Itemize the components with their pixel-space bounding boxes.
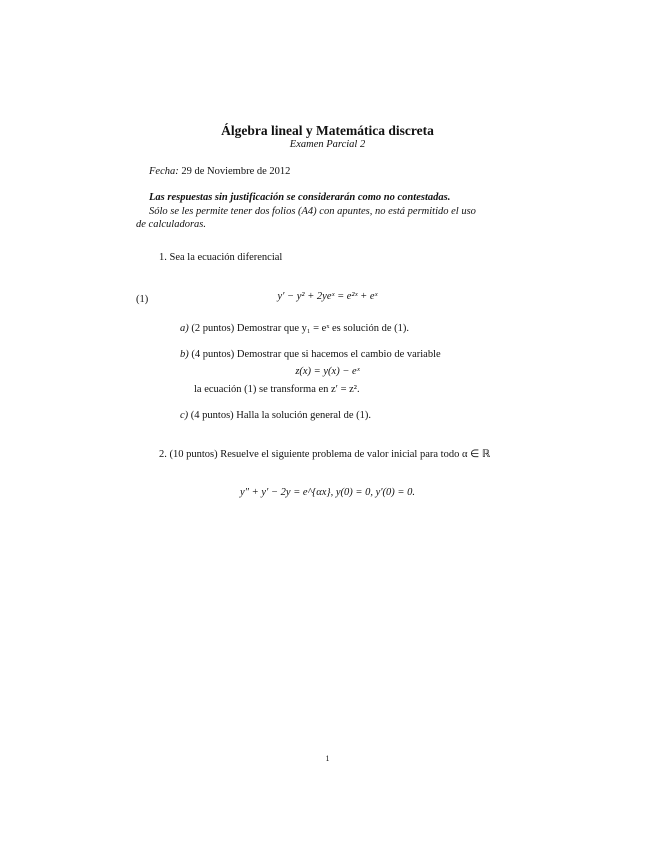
part-c-text: (4 puntos) Halla la solución general de (1). — [188, 410, 371, 421]
problem-1-part-b — [180, 349, 441, 360]
justification-notice: Las respuestas sin justificación se considerarán como no contestadas. — [149, 192, 451, 203]
initial-value-problem-equation: y″ + y′ − 2y = e^{αx}, y(0) = 0, y′(0) = 0. — [240, 487, 415, 498]
problem-1-statement: 1. Sea la ecuación diferencial — [159, 252, 283, 263]
exam-date — [149, 166, 290, 177]
page-number: 1 — [325, 754, 330, 763]
part-a-text: (2 puntos) Demostrar que y₁ = eˣ es solución de (1). — [188, 323, 409, 334]
problem-1-part-a — [180, 323, 409, 334]
problem-2-statement: 2. (10 puntos) Resuelve el siguiente problema de valor inicial para todo α ∈ ℝ — [159, 449, 491, 460]
rules-line-2: de calculadoras. — [136, 219, 206, 230]
equation-number: (1) — [136, 294, 149, 305]
problem-1-part-c — [180, 410, 371, 421]
part-a-label: a) — [180, 323, 189, 334]
differential-equation: y′ − y² + 2yeˣ = e²ˣ + eˣ — [277, 291, 378, 302]
part-b-text: (4 puntos) Demostrar que si hacemos el cambio de variable — [188, 349, 441, 360]
part-c-label: c) — [180, 410, 189, 421]
date-value: 29 de Noviembre de 2012 — [178, 166, 291, 177]
exam-subtitle: Examen Parcial 2 — [289, 139, 366, 150]
exam-title: Álgebra lineal y Matemática discreta — [221, 123, 434, 138]
change-of-variable-equation: z(x) = y(x) − eˣ — [295, 366, 360, 377]
rules-line-1: Sólo se les permite tener dos folios (A4) con apuntes, no está permitido el uso — [149, 206, 476, 217]
date-label: Fecha: — [149, 166, 179, 177]
part-b-text-continued: la ecuación (1) se transforma en z′ = z². — [194, 384, 360, 395]
part-b-label: b) — [180, 349, 189, 360]
